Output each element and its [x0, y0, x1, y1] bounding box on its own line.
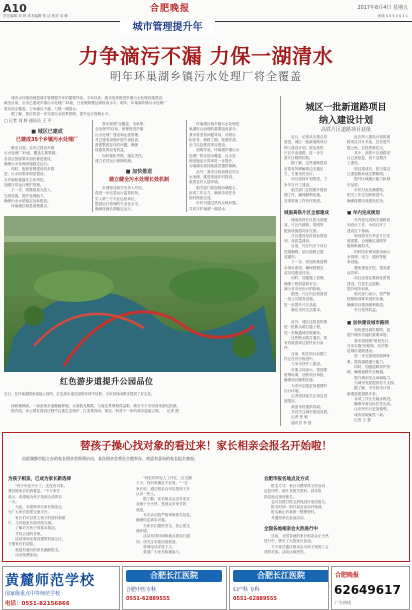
school-ad-title: 黄麓师范学校: [5, 573, 95, 589]
right-subtitle: 高铁片区道路项目获批: [320, 127, 371, 133]
hospital-ad-2[interactable]: [229, 566, 329, 610]
section-title: 城市管理提升年: [120, 21, 215, 35]
page-header: [0, 0, 412, 22]
col-1-text: 截至目前，全市已建成乡镇 污水处理厂35座，覆盖主要集镇。 各县区按照要求加快推进建设， 确保污水处理设施稳定运行。 同时，配套管网建设同步推 进，污水收集率明显提高。 各乡镇积极落实主体责任， 加强日常运行维护管理。 下一步，将继续加大投入， 完善设施，提升处理能力。 确保出水水质稳定达标排放。 环巢湖区域是治理重点。: [4, 146, 59, 209]
photo-extra-text: 绿树掩映间，一条条游步道蜿蜒伸展，水面波光粼粼，与周边景观相得益彰，吸引不少市民前来游玩拍照。 据介绍，该公园在建设过程中注重生态保护，打造集休闲、观光、科普于一体的城市湿地公园。 记者 摄: [4, 404, 181, 414]
right-headline-1: 城区一批新道路项目: [305, 103, 387, 113]
hospital-ad-1[interactable]: [122, 566, 227, 610]
hospital-ad-phone: 0551-62889555: [126, 596, 170, 602]
right-lower-head: ■ 加快建设城市路网: [347, 321, 389, 326]
hospital-logo: 合肥长江医院: [126, 570, 222, 582]
sub-title-2: ■ 加快推进: [125, 169, 153, 175]
col-3-text: 环巢湖区域乡镇污水处理是 巢湖综合治理的重要组成部分。 我市将坚持问题导向，对照目 标任务，倒排工期，挂图作战， 全力以赴推进项目建设。 到明年底，环巢湖乡镇污水 处理厂将实现全覆盖，污水处 理设施运行效率进一步提升， 为巢湖水质持续改善提供保障。 此外，我市还将加强农村污 水治理，推进美丽乡村建设， 改善农村人居环境。 相关部门将加强协调配合， 形成工作合力，确保各项任务 按时保质完成。 市民可通过热线反映问题。 共同守护巢湖一湖清水。: [189, 122, 240, 211]
right-plan-head: ■ 年内完成规划: [347, 211, 380, 216]
right-col-d-text: 年内将完成相关道路规 划设计工作，为项目开工 建设打下基础。 规划将充分考虑片区发 展需要，合理确定道路等 级和断面形式。 同时同步规划建设雨污 水管网、电力、通信等配 套设施。 避免重复开挖，提高建 设效率。 项目还将注重绿化景观 建设，打造生态道路。 提升城市形象。 相关部门表示，将严格 按照规划要求组织实施。 确保项目建设顺利推进。 早日发挥效益。: [347, 218, 391, 313]
masthead: 合肥晚报: [150, 4, 191, 14]
school-ad[interactable]: [2, 566, 120, 610]
issue-date: 2017年8月4日 星期五: [357, 5, 408, 11]
main-subhead: 明年环巢湖乡镇污水处理厂将全覆盖: [110, 70, 302, 83]
hotline: 热线 5 5 5 5 0 1 1: [377, 14, 408, 18]
col-2b-text: 市城管局相关负责人介绍， 将进一步完善运行监管机制， 引入第三方专业运营单位， 提高运行管理的专业化水平。 确保设施长期稳定运行。: [95, 186, 146, 212]
article-lead: 城市水环境治理是城市管理提升年的重要内容。今年以来，我市加快推进乡镇污水处理设施建设， 截至目前，全市已建成乡镇污水处理厂35座，日处理规模达到较高水平。明年，环巢湖乡镇污水处理厂 将实现全覆盖，力争滴污不漏，力保一湖清水。 据了解，我市将进一步完善污水收集管网，提升运行管理水平。: [4, 96, 167, 116]
hospital-ad-line: 妇产科 专科: [233, 587, 260, 593]
matchmaking-sub-1: 为孩子相亲，已成为家长新选择: [8, 477, 71, 482]
newspaper-ad-phone: 62649617: [334, 583, 401, 597]
sub-title-1: ■ 城区已建成: [31, 129, 63, 135]
advertisement-strip: [0, 566, 412, 610]
matchmaking-col-1: "孩子年纪不小了，还没有对象， 我们做家长的真着急。"不少家长 表示，希望能为孩子找到合适的另 一半。 为此，本报特举办家长相亲会， 为广大家长搭建交流平台。 家长们可以带上孩子的资料和照 片，与其他家长面对面交流。 了解对方孩子的基本情况。 寻找合适的对象。 活动现场还将设置资料展示区， 方便家长们浏览。 欢迎有意向的家长踊跃报名。 活动免费参加。: [8, 484, 68, 557]
page-number: A10: [3, 2, 27, 15]
park-photo: [4, 216, 276, 372]
right-col-a-text: 近日，记者从市重点局 获悉，城区一批新道路项目 纳入建设计划，涉及高铁 片区多条道路，进一步完 善片区路网结构。 据了解，这些道路建成 后将有效缓解周边交通压 力，方便市民出行。 项目将按计划推进，力 争早日开工建设。 相关部门正抓紧开展前 期工作，确保顺利实施。 各项准备工作有序推进。: [284, 135, 328, 203]
right-column-divider: [280, 96, 281, 426]
matchmaking-sub-2: 合肥市报名地点及方式: [264, 477, 309, 482]
right-col-e-text: 此外，城区还将加快推 进一批断头路打通工程， 进一步畅通城市微循环。 这些断头路打通后，将 有效改善周边居民出行条 件。 目前，相关项目前期工 作正在有序推进中。 力争尽快开工建设。 市重点局表示，将加强 统筹协调，加快项目审批， 确保项目顺利实施。 为市民创造更加便捷的 出行环境。 记者将持续关注项目进 展情况。 欢迎市民提供线索。 共同关注城市建设发展。 记者 张 敏 通讯员 李 强: [284, 320, 331, 425]
matchmaking-col-3: 报名方式：家长可携带孩子的身份 证复印件、照片及相关资料，到本报 指定地点现场报名。 也可以拨打报名热线进行电话报名。 报名时间：即日起至活动开始前。 报名截止后将统一整理资料。 并通知家长参加活动。: [264, 484, 329, 520]
newspaper-ad[interactable]: [331, 566, 410, 610]
matchmaking-lead: 由滨湖都市报主办的家长相亲会即将启动，本次相亲会将在合肥举办，欢迎有意向的家长报名参加。: [22, 456, 198, 461]
column-divider: [186, 120, 187, 212]
col-2-text: 我市按照"全覆盖、全收集、 全处理"的目标，统筹推进乡镇 污水处理厂建设和运营管理。 对已建成设施开展专项检查， 督促整改存在的问题，确保 设施发挥应有效益。 同时强化考核，落实责任。 建立长效运行保障机制。: [95, 122, 147, 164]
right-col-b-text: 此次纳入建设计划的道 路项目共计多条，总长度约 数公里，总投资数亿元。 其中，高铁片区道路项 目已获批复，将于近期开 工建设。 项目建成后，将与周边 已建道路形成完整路网。 提升区域通行能力和城 市品质。 市民对此充满期待。 相关工作正加快推进中。 确保按期完成建设任务。: [347, 135, 391, 203]
sub-title-2b: 建立健全污水处理长效机制: [108, 177, 169, 183]
school-ad-phone: 电话：0551-82156866: [5, 601, 70, 607]
newspaper-ad-logo: 合肥晚报: [335, 572, 360, 579]
park-aerial-image: [4, 216, 276, 372]
newspaper-ad-label: 广告热线: [335, 600, 351, 605]
right-mid-head: 城南高铁片区全部建成: [284, 211, 329, 216]
matchmaking-col-4: 目前，全国各地的家长相亲会正火热 进行中，吸引了大批家长参加。 不少家长通过相亲会为孩子找到了合 适的对象。活动反响热烈。: [264, 534, 329, 554]
right-headline-2: 纳入建设计划: [318, 116, 373, 126]
right-col-c-text: 城南高铁片区将全部建 成，片区内道路、管网等 配套设施将同步完善。 片区建设坚持高标准规 划、高质量建设。 目前，片区内多个项目 进展顺利，部分道路已建 成通车。 下一步，将加快推进剩 余项目建设，确保按期完 成各项建设任务。 同时，加强施工管理， 确保工程质量和安全。 减少对市民出行的影响。 据悉，片区内还将建设 一批公共服务设施。 进一步提升片区品质。 满足市民生活需求。: [284, 218, 328, 313]
editor-credits: 责任编辑 刘 婷 美术编辑 张 洁 校对 吴 敏: [3, 14, 68, 18]
byline: □ 记者 刘 婷 通讯员 王 平: [4, 118, 52, 123]
hospital-ad-line: 合肥中医专科: [126, 587, 157, 593]
main-headline: 力争滴污不漏 力保一湖清水: [78, 44, 334, 68]
school-ad-sub: 国家级重点中等师范学校: [5, 591, 61, 597]
photo-caption: 红色游步道提升公园品位: [60, 376, 154, 386]
hospital-ad-phone: 0551-62889555: [233, 596, 277, 602]
photo-description: 近日，在环巢湖国家湿地公园内，红色游步道在绿树环绕中延伸，为市民休闲散步提供了好去处。: [4, 392, 155, 396]
matchmaking-col-2: "现在的年轻人工作忙，社交圈 子小，找对象确实不容易。"一位 家长说，通过相亲会可以帮孩子多 认识一些人。 据了解，家长相亲会近年来在 各地十分火热，受到众多家长的 欢迎。 本次活动将严格审核报名信息， 确保信息真实可靠。 为家长们提供安全、放心的交 流环境。 活动具体时间和地点将另行通 知，请关注本报后续报道。 咨询电话详见下文。 欢迎广大家长积极参与。: [136, 476, 194, 555]
hospital-logo: 合肥长江医院: [233, 570, 329, 582]
matchmaking-headline: 替孩子操心找对象的看过来！家长相亲会报名开始啦！: [80, 440, 332, 452]
right-col-f-text: 加快建设城市路网，是 提升城市功能的重要举措。 我市将按照"规划先行、 分步实施"的原则，有序推 进城市道路建设。 进一步完善城市路网体 系，提高道路通行能力。 同时，加强道路养护管 理，确保道路安全畅通。 提升城市综合承载能力。 为城市发展提供有力支撑。 据了解，今年我市计划 新建改建道路多条。 各项工作正在稳步推进。 确保年度目标任务完成。 让市民出行更加便利。 城市面貌焕然一新。 记者 王 强: [347, 328, 398, 423]
matchmaking-sub-3: 全国各地相亲会火热进行中: [264, 527, 318, 532]
sub-title-1b: 已建成35个乡镇污水处理厂: [16, 137, 78, 143]
column-divider: [92, 120, 93, 212]
